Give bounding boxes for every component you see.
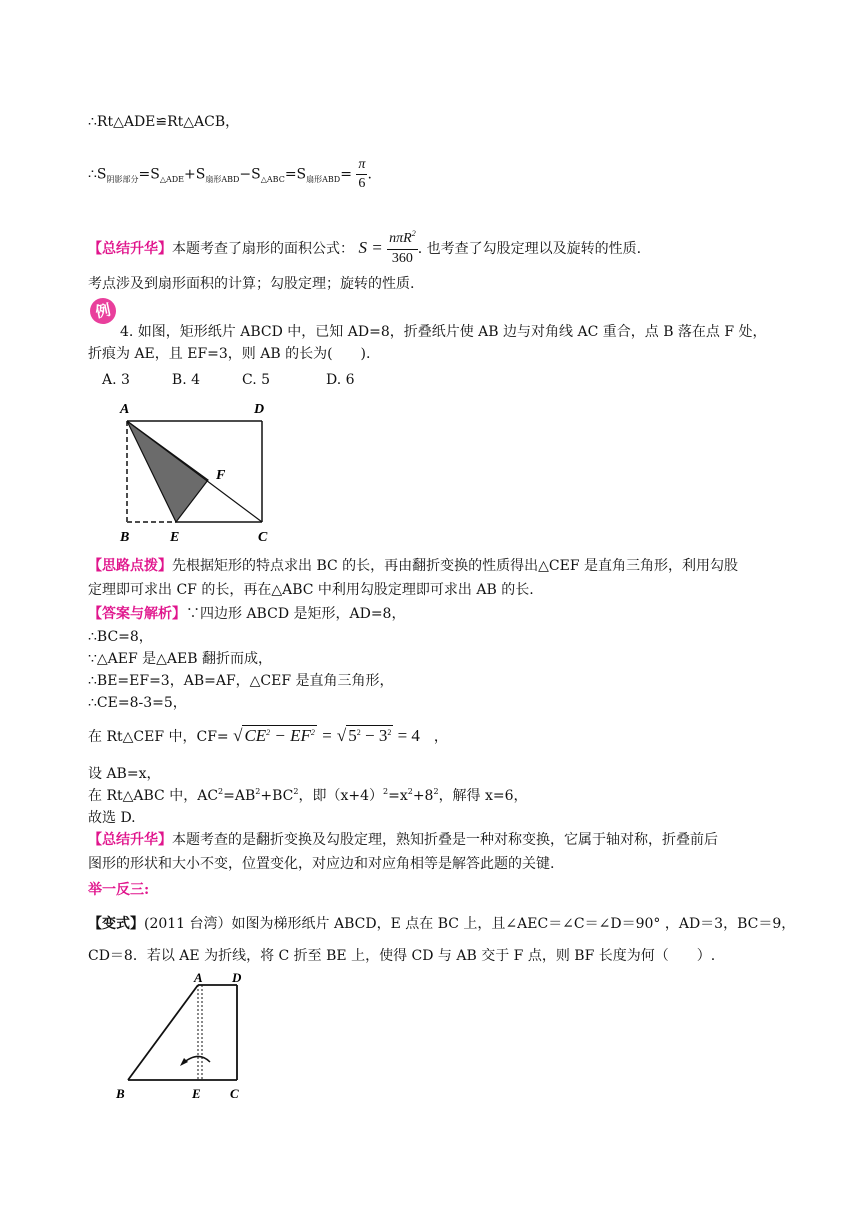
summary-tag: 【总结升华】 bbox=[88, 241, 172, 257]
label-e: E bbox=[170, 530, 180, 545]
label-a: A bbox=[120, 402, 130, 417]
summary-sector-formula: 【总结升华】本题考查了扇形的面积公式： S = $\frac{n\pi R^2}{360}$ . 也考查了勾股定理以及旋转的性质. bbox=[88, 229, 642, 266]
practice-heading: 举一反三: bbox=[88, 882, 150, 898]
label-b: B bbox=[120, 530, 130, 545]
answer-line-1: 【答案与解析】∵四边形 ABCD 是矩形，AD=8， bbox=[88, 606, 406, 622]
answer-line-9: 故选 D. bbox=[88, 810, 136, 826]
variant-line-2: CD＝8．若以 AE 为折线，将 C 折至 BE 上，使得 CD 与 AB 交于 F 点，则 BF 长度为何（ ）. bbox=[88, 948, 716, 964]
sector-area-fraction: $\frac{n\pi R^2}{360}$ bbox=[389, 229, 416, 266]
answer-line-2: ∴BC=8， bbox=[88, 629, 153, 645]
label-b2: B bbox=[116, 1086, 125, 1101]
proof-line-area: $\therefore S_{阴影部分}=S_{\triangle ADE}+S_{扇形ABD}-S_{\triangle ABC}=S_{扇形ABD}=$ $\frac{\pi}{6}$ . bbox=[88, 157, 372, 191]
summary2-line-2: 图形的形状和大小不变，位置变化，对应边和对应角相等是解答此题的关键. bbox=[88, 856, 555, 872]
answer-line-8: 在 Rt△ABC 中，$AC^2=AB^2+BC^2$，即$(x+4)^2=x^2+8^2$，解得 x=6， bbox=[88, 787, 528, 804]
answer-line-7: 设 AB=x， bbox=[88, 766, 161, 782]
label-c2: C bbox=[230, 1086, 239, 1101]
summary2-line-1: 【总结升华】本题考查的是翻折变换及勾股定理，熟知折叠是一种对称变换，它属于轴对称，折叠前后 bbox=[88, 832, 718, 848]
label-c: C bbox=[258, 530, 268, 545]
label-e2: E bbox=[192, 1086, 201, 1101]
figure-rectangle-fold bbox=[112, 395, 282, 545]
hint-line-1: 【思路点拨】先根据矩形的特点求出 BC 的长，再由翻折变换的性质得出△CEF 是直角三角形，利用勾股 bbox=[88, 558, 739, 574]
variant-line-1: 【变式】(2011 台湾）如图为梯形纸片 ABCD，E 点在 BC 上，且∠AEC＝∠C＝∠D＝90° ，AD＝3，BC＝9， bbox=[88, 916, 796, 932]
problem-choices: A. 3 B. 4 C. 5 D. 6 bbox=[102, 372, 355, 388]
problem-line-1: 4. 如图，矩形纸片 ABCD 中，已知 AD=8，折叠纸片使 AB 边与对角线 AC 重合，点 B 落在点 F 处， bbox=[120, 324, 767, 340]
label-d: D bbox=[254, 402, 265, 417]
label-a2: A bbox=[194, 972, 203, 985]
label-f: F bbox=[216, 468, 226, 483]
knowledge-points: 考点涉及到扇形面积的计算；勾股定理；旋转的性质. bbox=[88, 276, 415, 292]
problem-line-2: 折痕为 AE，且 EF=3，则 AB 的长为( ). bbox=[88, 346, 371, 362]
answer-line-6: 在 Rt△CEF 中，CF= √ $CE^2 - EF^2$ = √ $5^2 - 3^2 = 4$ ， bbox=[88, 726, 448, 745]
label-d2: D bbox=[232, 972, 242, 985]
answer-line-5: ∴CE=8-3=5， bbox=[88, 695, 187, 711]
pi-over-six-fraction: $\frac{\pi}{6}$ bbox=[358, 157, 366, 191]
answer-line-4: ∴BE=EF=3，AB=AF，△CEF 是直角三角形， bbox=[88, 673, 394, 689]
figure-trapezoid-fold bbox=[110, 972, 260, 1107]
hint-line-2: 定理即可求出 CF 的长，再在△ABC 中利用勾股定理即可求出 AB 的长. bbox=[88, 582, 534, 598]
proof-line-congruence: ∴Rt△ADE≌Rt△ACB， bbox=[88, 114, 240, 130]
answer-line-3: ∵△AEF 是△AEB 翻折而成， bbox=[88, 651, 273, 667]
example-badge: 例 bbox=[88, 296, 119, 327]
